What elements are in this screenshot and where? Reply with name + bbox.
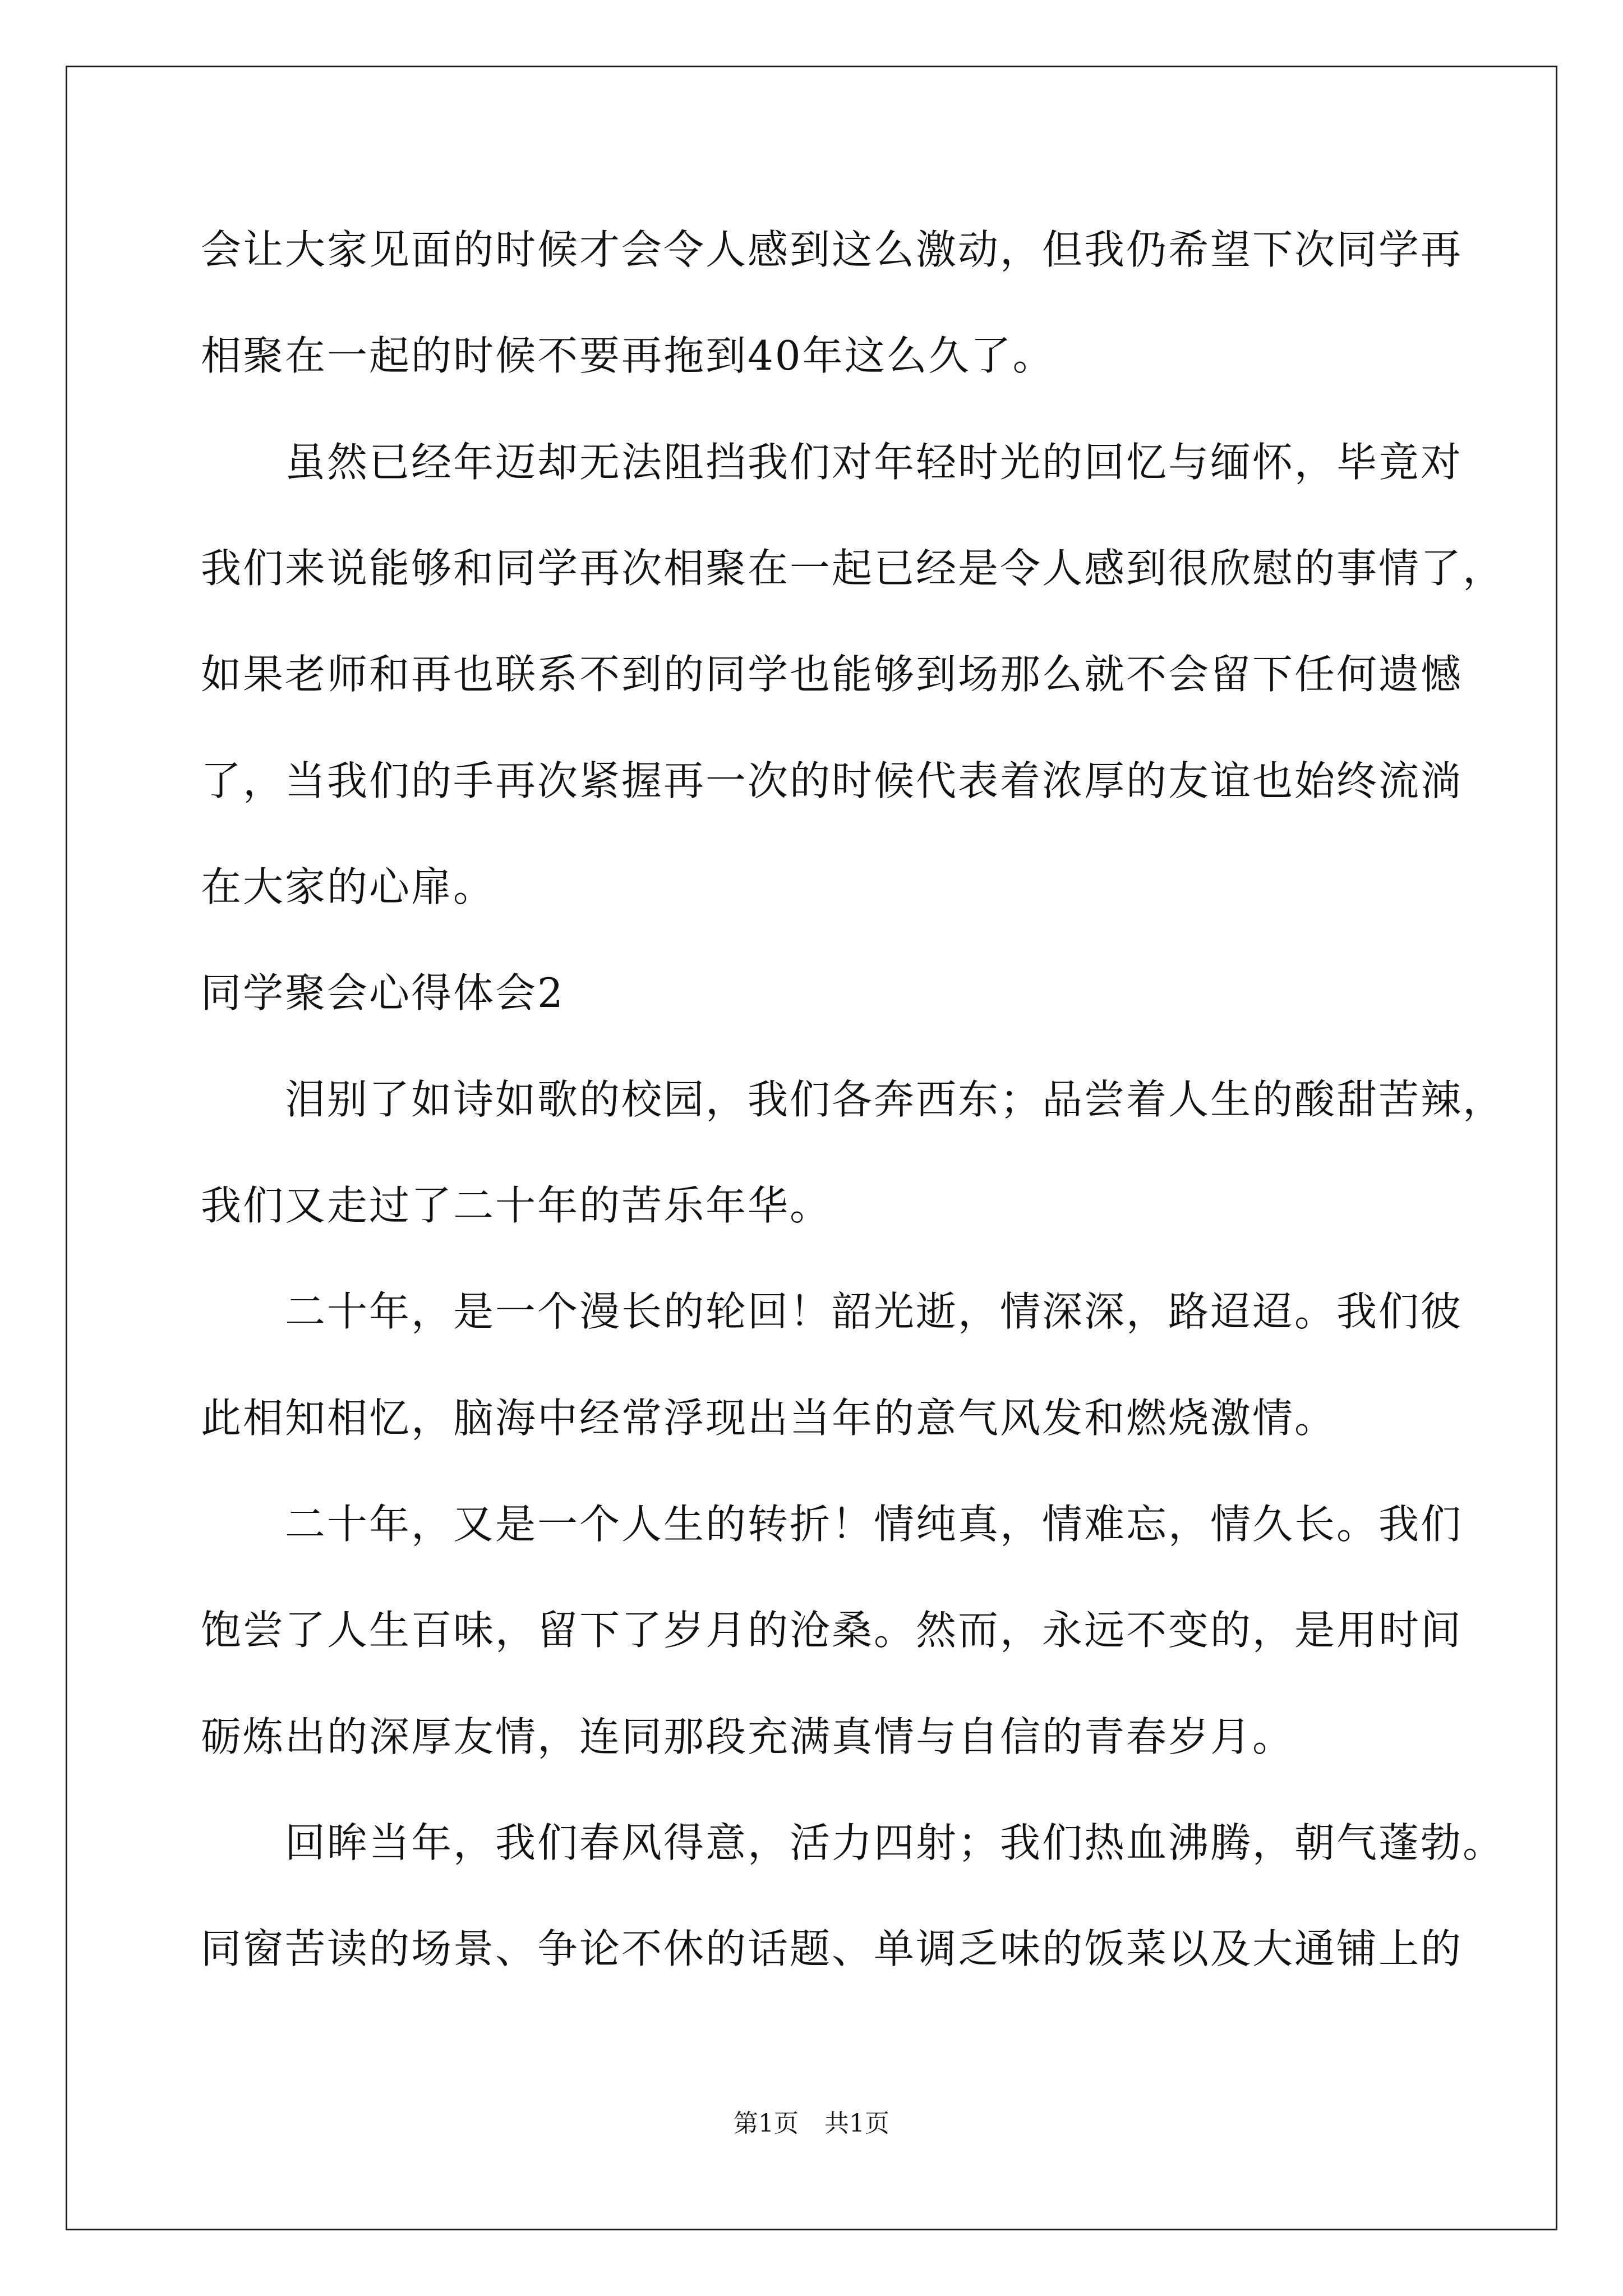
text-line: 在大家的心扉。 xyxy=(201,863,496,910)
page-border xyxy=(66,66,1557,2230)
text-line: 会让大家见面的时候才会令人感到这么激动，但我仍希望下次同学再 xyxy=(201,226,1463,273)
text-line: 泪别了如诗如歌的校园，我们各奔西东；品尝着人生的酸甜苦辣， xyxy=(201,1076,1505,1123)
text-line: 饱尝了人生百味，留下了岁月的沧桑。然而，永远不变的，是用时间 xyxy=(201,1607,1463,1654)
text-line: 虽然已经年迈却无法阻挡我们对年轻时光的回忆与缅怀，毕竟对 xyxy=(201,439,1463,486)
text-line: 回眸当年，我们春风得意，活力四射；我们热血沸腾，朝气蓬勃。 xyxy=(201,1819,1505,1866)
page-footer xyxy=(0,2107,1623,2141)
text-line: 同窗苦读的场景、争论不休的话题、单调乏味的饭菜以及大通铺上的 xyxy=(201,1925,1463,1972)
text-line: 二十年，是一个漫长的轮回！韶光逝，情深深，路迢迢。我们彼 xyxy=(201,1288,1463,1335)
text-line: 二十年，又是一个人生的转折！情纯真，情难忘，情久长。我们 xyxy=(201,1501,1463,1548)
text-line: 此相知相忆，脑海中经常浮现出当年的意气风发和燃烧激情。 xyxy=(201,1395,1337,1442)
text-line: 我们又走过了二十年的苦乐年华。 xyxy=(201,1182,832,1229)
text-line: 如果老师和再也联系不到的同学也能够到场那么就不会留下任何遗憾 xyxy=(201,651,1463,698)
section-heading: 同学聚会心得体会2 xyxy=(201,969,565,1016)
page-number: 第1页 xyxy=(734,2109,799,2138)
text-line: 我们来说能够和同学再次相聚在一起已经是令人感到很欣慰的事情了， xyxy=(201,545,1505,592)
text-line: 砺炼出的深厚友情，连同那段充满真情与自信的青春岁月。 xyxy=(201,1713,1295,1760)
page-total: 共1页 xyxy=(824,2109,889,2138)
text-line: 相聚在一起的时候不要再拖到40年这么久了。 xyxy=(201,332,1055,379)
text-line: 了，当我们的手再次紧握再一次的时候代表着浓厚的友谊也始终流淌 xyxy=(201,757,1463,804)
